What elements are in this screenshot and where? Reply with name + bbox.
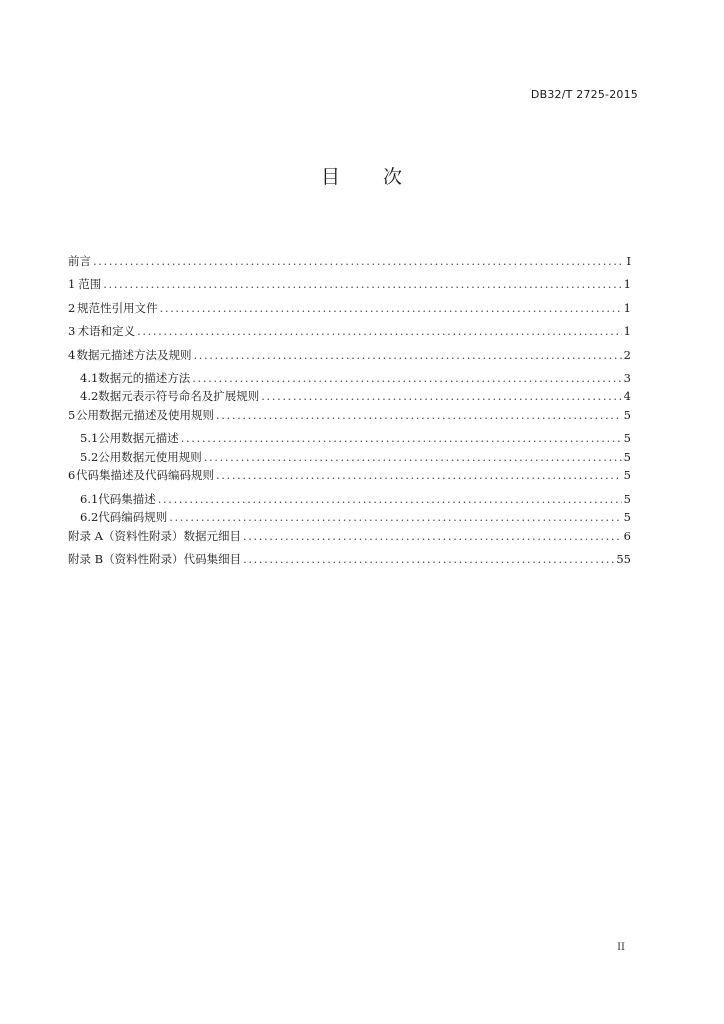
dot-leader	[103, 277, 621, 291]
dot-leader	[158, 492, 622, 506]
toc-entry-text: 术语和定义	[77, 324, 136, 339]
toc-entry-scope[interactable]	[68, 276, 631, 299]
toc-page-number: 5	[623, 407, 631, 422]
dot-leader	[261, 389, 621, 403]
toc-page-number: 55	[616, 552, 631, 567]
toc-page-number: 1	[623, 277, 631, 292]
toc-entry-text: 公用数据元使用规则	[98, 449, 202, 464]
toc-section-number: 4.2	[80, 389, 99, 404]
toc-entry-text: 代码编码规则	[98, 510, 168, 525]
dot-leader	[243, 529, 622, 543]
title-char-1: 目	[320, 166, 341, 188]
toc-section-number: 6.1	[80, 491, 99, 506]
toc-entry-appendix-a[interactable]	[68, 528, 631, 551]
toc-entry-terms-definitions[interactable]	[68, 323, 631, 346]
toc-entry-foreword[interactable]	[68, 253, 631, 276]
toc-entry-text: 附录 B（资料性附录）代码集细目	[68, 552, 242, 567]
toc-section-number: 6.2	[80, 510, 99, 525]
title-char-2: 次	[383, 166, 404, 188]
toc-page-number: 3	[623, 370, 631, 385]
toc-entry-text: 范围	[78, 277, 102, 292]
toc-entry-text: 附录 A（资料性附录）数据元细目	[68, 528, 241, 543]
toc-page-number: 6	[623, 528, 631, 543]
toc-page-number: 5	[623, 468, 631, 483]
toc-page-number: I	[626, 254, 631, 268]
toc-section-number: 4	[68, 347, 76, 362]
toc-entry-section-6-1[interactable]	[68, 491, 631, 510]
toc-entry-text: 规范性引用文件	[77, 300, 158, 315]
toc-page-number: 5	[623, 449, 631, 464]
dot-leader	[137, 324, 622, 338]
toc-entry-text: 代码集描述	[98, 491, 156, 506]
dot-leader	[216, 408, 622, 422]
toc-entry-section-4[interactable]	[68, 347, 631, 370]
toc-page-number: 1	[623, 324, 631, 339]
toc-entry-text: 前言	[68, 254, 91, 268]
toc-entry-text: 代码集描述及代码编码规则	[76, 468, 215, 483]
page-title	[0, 162, 724, 189]
toc-page-number: 4	[623, 389, 631, 404]
toc-section-number: 6	[68, 468, 76, 483]
dot-leader	[193, 348, 621, 362]
document-code: DB32/T 2725-2015	[530, 88, 638, 101]
toc-entry-text: 数据元的描述方法	[98, 370, 191, 385]
dot-leader	[160, 301, 622, 315]
toc-section-number: 3	[68, 324, 76, 339]
toc-entry-text: 公用数据元描述	[98, 431, 179, 446]
toc-section-number: 1	[68, 277, 76, 292]
dot-leader	[169, 510, 621, 524]
toc-entry-appendix-b[interactable]	[68, 551, 631, 574]
toc-entry-section-4-1[interactable]	[68, 370, 631, 389]
toc-entry-section-6[interactable]	[68, 467, 631, 490]
toc-page-number: 5	[623, 431, 631, 446]
toc-section-number: 5.1	[80, 431, 99, 446]
toc-entry-text: 公用数据元描述及使用规则	[76, 407, 215, 422]
toc-entry-section-6-2[interactable]	[68, 509, 631, 528]
dot-leader	[192, 371, 621, 385]
toc-section-number: 5.2	[80, 449, 99, 464]
toc-entry-text: 数据元表示符号命名及扩展规则	[98, 389, 260, 404]
toc-section-number: 5	[68, 407, 76, 422]
dot-leader	[243, 552, 614, 566]
dot-leader	[181, 431, 622, 445]
toc-page-number: 5	[623, 491, 631, 506]
dot-leader	[204, 450, 622, 464]
dot-leader	[216, 468, 622, 482]
toc-entry-section-5-1[interactable]	[68, 430, 631, 449]
toc-entry-section-5[interactable]	[68, 407, 631, 430]
table-of-contents	[68, 253, 631, 575]
toc-page-number: 2	[623, 347, 631, 362]
dot-leader	[93, 254, 623, 268]
toc-entry-section-4-2[interactable]	[68, 388, 631, 407]
toc-section-number: 2	[68, 300, 76, 315]
toc-page-number: 5	[623, 510, 631, 525]
page-number: II	[617, 942, 625, 953]
toc-entry-normative-references[interactable]	[68, 300, 631, 323]
toc-section-number: 4.1	[80, 370, 99, 385]
toc-entry-text: 数据元描述方法及规则	[76, 347, 192, 362]
toc-page-number: 1	[623, 300, 631, 315]
toc-entry-section-5-2[interactable]	[68, 449, 631, 468]
